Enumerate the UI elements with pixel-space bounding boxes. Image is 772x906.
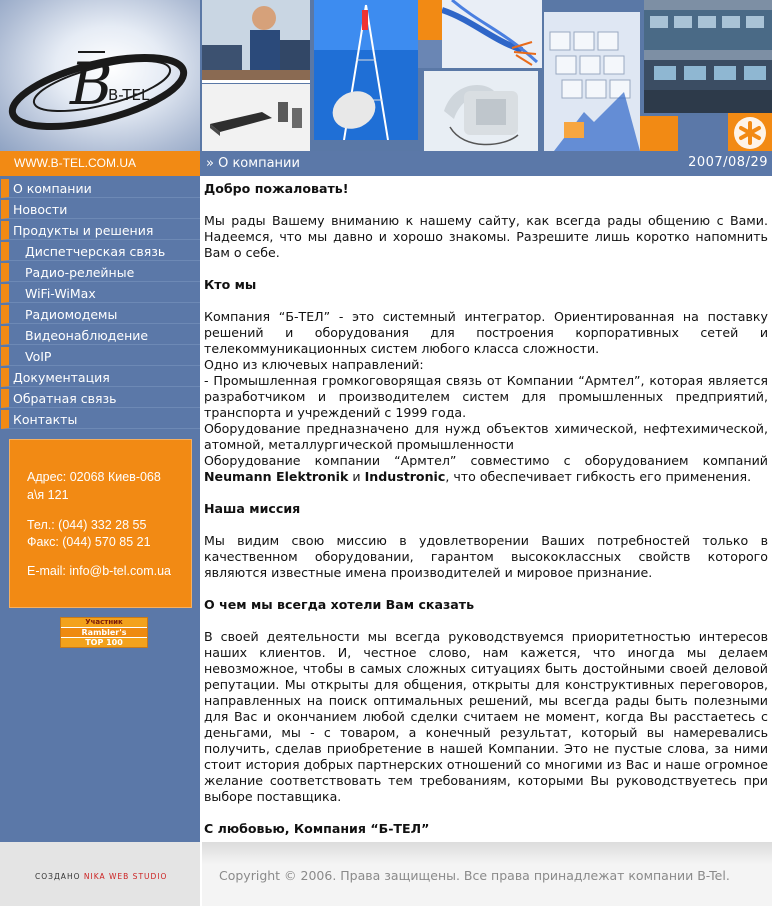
menu-item-news[interactable] xyxy=(1,200,200,219)
signature: С любовью, Компания “Б-ТЕЛ” xyxy=(204,821,430,836)
sidebar xyxy=(0,176,200,842)
fax-number: Факс: (044) 570 85 21 xyxy=(27,535,151,549)
who-paragraph-3: - Промышленная громкоговорящая связь от Компании “Армтел”, которая является разработчиком и производителем систем для промышленных предприятий, транспорта и учреждений с 1999 года. xyxy=(204,373,768,420)
rambler-line-3: TOP 100 xyxy=(61,638,147,647)
menu-item-label: WiFi-WiMax xyxy=(25,286,96,301)
studio-credit[interactable] xyxy=(35,872,167,881)
menu-item-voip[interactable] xyxy=(1,347,200,366)
menu-item-radiomodems[interactable] xyxy=(1,305,200,324)
header-photo-collage xyxy=(200,0,772,151)
credit-studio: NIKA WEB STUDIO xyxy=(83,872,168,881)
b-tel-logo-graphic xyxy=(0,0,200,151)
contact-info-box xyxy=(9,439,192,608)
current-date: 2007/08/29 xyxy=(688,155,768,170)
menu-item-label: Обратная связь xyxy=(13,391,117,406)
control-room-photo xyxy=(644,0,772,113)
who-paragraph-5 xyxy=(204,453,768,485)
copyright-text: Copyright © 2006. Права защищены. Все права принадлежат компании B-Tel. xyxy=(219,868,730,883)
menu-item-documentation[interactable] xyxy=(1,368,200,387)
site-url[interactable]: WWW.B-TEL.COM.UA xyxy=(14,156,136,170)
main-menu xyxy=(1,179,200,431)
who-paragraph-2: Одно из ключевых направлений: xyxy=(204,357,424,372)
menu-item-label: Новости xyxy=(13,202,68,217)
menu-item-wifi-wimax[interactable] xyxy=(1,284,200,303)
menu-item-radio-relay[interactable] xyxy=(1,263,200,282)
tower-photo xyxy=(314,0,418,140)
menu-item-label: Продукты и решения xyxy=(13,223,154,238)
menu-item-label: Диспетчерская связь xyxy=(25,244,166,259)
menu-item-label: Радио-релейные xyxy=(25,265,135,280)
menu-item-label: Видеонаблюдение xyxy=(25,328,149,343)
who-paragraph-1: Компания “Б-ТЕЛ” - это системный интегратор. Ориентированная на поставку решений и оборудования для построения корпоративных сетей и телекоммуникационных систем любого класса сложности. xyxy=(204,309,768,356)
intro-paragraph: Мы рады Вашему вниманию к нашему сайту, как всегда рады общению с Вами. Надеемся, что мы давно и хорошо знакомы. Разрешите лишь коротко напомнить Вам о себе. xyxy=(204,213,768,260)
menu-item-contacts[interactable] xyxy=(1,410,200,429)
main-content xyxy=(204,181,768,837)
phone-photo xyxy=(424,71,538,151)
always-wanted-heading: О чем мы всегда хотели Вам сказать xyxy=(204,597,475,612)
mission-paragraph: Мы видим свою миссию в удовлетворении Ваших потребностей только в качественном оборудовании, гарантом высококлассных свойств которого являются известные имена производителей и мировое признание. xyxy=(204,533,768,580)
logo-text: B-TEL xyxy=(108,86,150,104)
menu-item-label: О компании xyxy=(13,181,92,196)
menu-item-feedback[interactable] xyxy=(1,389,200,408)
operator-photo xyxy=(202,0,310,80)
menu-item-about[interactable] xyxy=(1,179,200,198)
rambler-line-1: Участник xyxy=(61,618,147,627)
phone-number: Тел.: (044) 332 28 55 xyxy=(27,518,147,532)
compat-text-2: , что обеспечивает гибкость его применения. xyxy=(445,469,752,484)
menu-item-label: Контакты xyxy=(13,412,78,427)
menu-item-video[interactable] xyxy=(1,326,200,345)
address-line-1: Адрес: 02068 Киев-068 xyxy=(27,470,161,484)
keyboard-photo xyxy=(544,12,640,151)
rambler-line-2: Rambler's xyxy=(61,628,147,637)
breadcrumb: » О компании xyxy=(206,156,300,171)
menu-item-label: Радиомодемы xyxy=(25,307,118,322)
cables-photo xyxy=(442,0,542,68)
menu-item-products[interactable] xyxy=(1,221,200,240)
router-photo xyxy=(202,84,310,151)
who-we-are-heading: Кто мы xyxy=(204,277,257,292)
page-title-bar xyxy=(200,151,772,176)
site-url-bar xyxy=(0,151,200,176)
neumann-brand: Neumann Elektronik xyxy=(204,469,349,484)
site-logo[interactable] xyxy=(0,0,200,151)
credit-prefix: СОЗДАНО xyxy=(35,872,84,881)
email-address[interactable]: E-mail: info@b-tel.com.ua xyxy=(27,564,171,578)
menu-item-dispatch[interactable] xyxy=(1,242,200,261)
industronic-brand: Industronic xyxy=(364,469,446,484)
menu-item-label: VoIP xyxy=(25,349,52,364)
welcome-heading: Добро пожаловать! xyxy=(204,181,349,196)
compat-and: и xyxy=(348,469,365,484)
asterisk-badge xyxy=(728,113,772,151)
mission-heading: Наша миссия xyxy=(204,501,301,516)
rambler-top100-badge[interactable] xyxy=(60,617,148,648)
address-line-2: а\я 121 xyxy=(27,488,69,502)
svg-text:B: B xyxy=(70,50,113,118)
menu-item-label: Документация xyxy=(13,370,110,385)
who-paragraph-4: Оборудование предназначено для нужд объектов химической, нефтехимической, атомной, металлургической промышленности xyxy=(204,421,768,452)
footer-credit-area xyxy=(0,842,200,906)
footer xyxy=(202,842,772,906)
compat-text-1: Оборудование компании “Армтел” совместимо с оборудованием компаний xyxy=(204,453,768,468)
always-wanted-paragraph: В своей деятельности мы всегда руководствуемся приоритетностью интересов наших клиентов. И, честное слово, нам кажется, что иногда мы делаем невозможное, чтобы в самых сложных ситуациях быть достойными своей деловой репутации. Мы открыты для общения, открыты для конструктивных переговоров, направленных на поиск оптимальных решений, мы всегда рады быть полезными для Вас и окончанием любой сделки считаем не момент, когда Вы расстаетесь с деньгами, мы - с товаром, а конечный результат, который вы намеревались получить, сделав приобретение в нашей Компании. Это не пустые слова, за ними стоит история добрых партнерских отношений со многими из Вас и наше огромное желание соответствовать тем требованиям, которыми Вы руководствуетесь при выборе поставщика. xyxy=(204,629,768,804)
